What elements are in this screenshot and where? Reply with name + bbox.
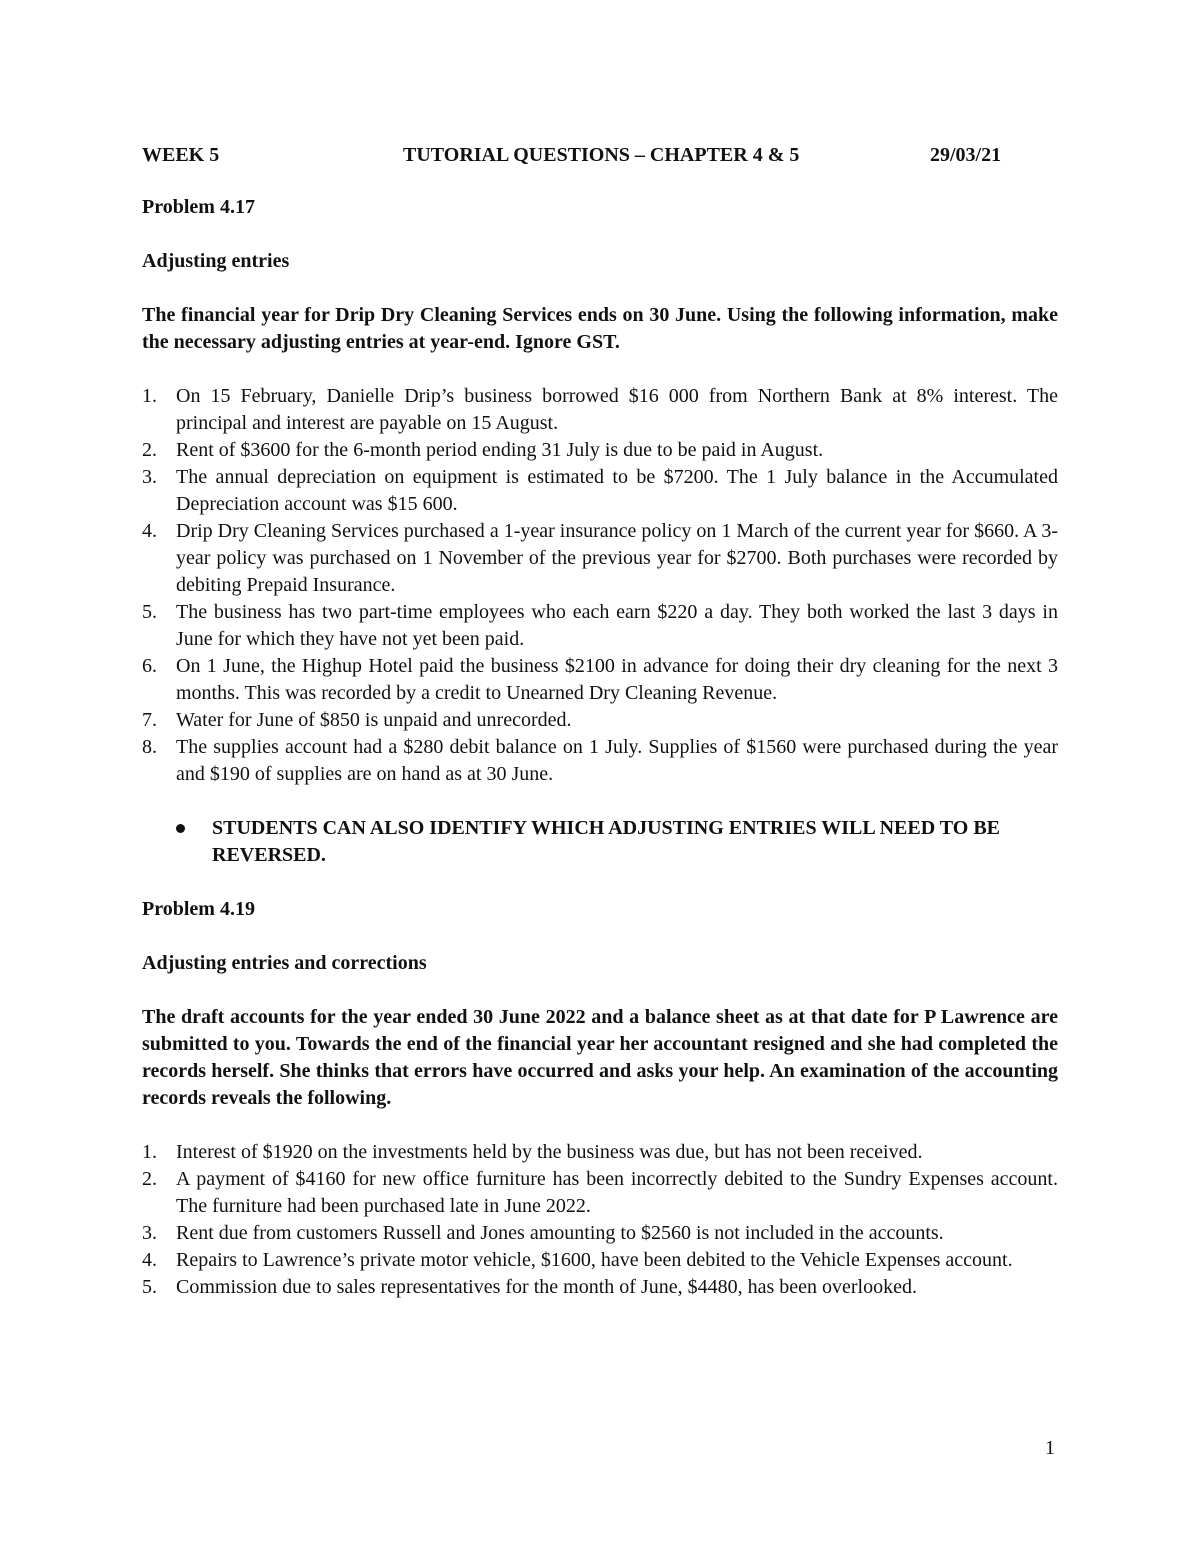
document-body xyxy=(142,194,1058,1328)
problem-4-17-instructions: The financial year for Drip Dry Cleaning Services ends on 30 June. Using the following information, make the necessary adjusting entries at year-end. Ignore GST. xyxy=(142,304,1058,353)
list-item: 2. A payment of $4160 for new office furniture has been incorrectly debited to the Sundry Expenses account. The furniture had been purchased late in June 2022. xyxy=(142,1168,1058,1217)
problem-4-19-title: Problem 4.19 xyxy=(142,898,255,920)
problem-4-17-section: Adjusting entries xyxy=(142,250,290,272)
header-title: TUTORIAL QUESTIONS – CHAPTER 4 & 5 xyxy=(403,144,800,166)
list-item: 4. Repairs to Lawrence’s private motor vehicle, $1600, have been debited to the Vehicle Expenses account. xyxy=(142,1249,1013,1271)
header-week: WEEK 5 xyxy=(142,144,220,166)
list-item: 3. Rent due from customers Russell and Jones amounting to $2560 is not included in the accounts. xyxy=(142,1222,944,1244)
list-item: 6. On 1 June, the Highup Hotel paid the business $2100 in advance for doing their dry cleaning for the next 3 months. This was recorded by a credit to Unearned Dry Cleaning Revenue. xyxy=(142,655,1058,704)
problem-4-17-title: Problem 4.17 xyxy=(142,196,255,218)
list-item: 8. The supplies account had a $280 debit balance on 1 July. Supplies of $1560 were purchased during the year and $190 of supplies are on hand as at 30 June. xyxy=(142,736,1058,785)
list-item: 7. Water for June of $850 is unpaid and unrecorded. xyxy=(142,709,572,731)
reversal-note xyxy=(142,815,1058,869)
header-date: 29/03/21 xyxy=(930,144,1002,166)
list-item: 5. Commission due to sales representatives for the month of June, $4480, has been overlooked. xyxy=(142,1276,917,1298)
bullet-icon xyxy=(176,824,185,833)
problem-4-19-instructions: The draft accounts for the year ended 30 June 2022 and a balance sheet as at that date for P Lawrence are submitted to you. Towards the end of the financial year her accountant resigned and she had completed the records herself. She thinks that errors have occurred and asks your help. An examination of the accounting records reveals the following. xyxy=(142,1006,1058,1109)
list-item: 1. Interest of $1920 on the investments held by the business was due, but has not been received. xyxy=(142,1141,923,1163)
page-number: 1 xyxy=(1045,1437,1055,1459)
list-item: 5. The business has two part-time employees who each earn $220 a day. They both worked the last 3 days in June for which they have not yet been paid. xyxy=(142,601,1058,650)
problem-4-17-list xyxy=(142,383,1058,788)
list-item: 1. On 15 February, Danielle Drip’s business borrowed $16 000 from Northern Bank at 8% interest. The principal and interest are payable on 15 August. xyxy=(142,385,1058,434)
problem-4-19-section: Adjusting entries and corrections xyxy=(142,952,427,974)
problem-4-19-list xyxy=(142,1139,1058,1301)
list-item: 3. The annual depreciation on equipment is estimated to be $7200. The 1 July balance in the Accumulated Depreciation account was $15 600. xyxy=(142,466,1058,515)
reversal-note-text: STUDENTS CAN ALSO IDENTIFY WHICH ADJUSTING ENTRIES WILL NEED TO BE REVERSED. xyxy=(212,817,1001,866)
list-item: 4. Drip Dry Cleaning Services purchased a 1-year insurance policy on 1 March of the current year for $660. A 3-year policy was purchased on 1 November of the previous year for $2700. Both purchases were recorded by debiting Prepaid Insurance. xyxy=(142,520,1058,596)
page-header xyxy=(142,144,1062,174)
list-item: 2. Rent of $3600 for the 6-month period ending 31 July is due to be paid in August. xyxy=(142,439,824,461)
